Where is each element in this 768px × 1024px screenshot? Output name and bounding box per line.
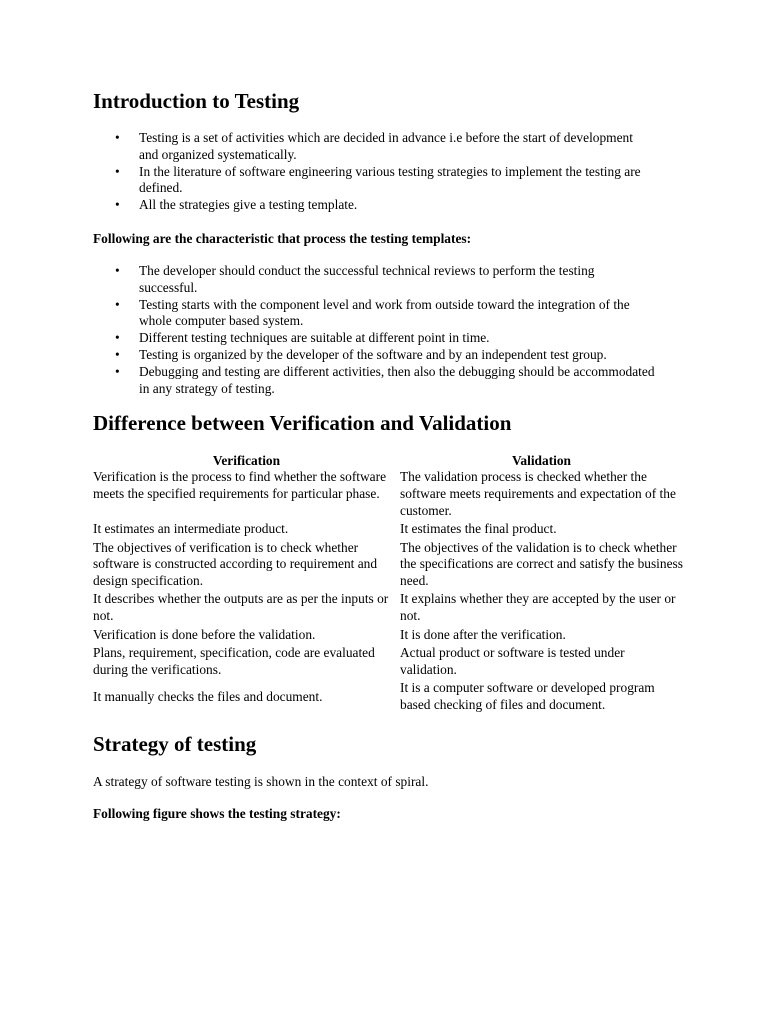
document-page <box>93 84 683 822</box>
table-row <box>93 627 683 645</box>
strategy-text: A strategy of software testing is shown in the context of spiral. <box>93 774 429 790</box>
list-item: • Testing starts with the component level and work from outside toward the integration of the whole computer based system. <box>93 297 655 331</box>
intro-bullet-list <box>93 130 683 214</box>
list-item: • All the strategies give a testing template. <box>93 197 655 214</box>
list-item: • Different testing techniques are suitable at different point in time. <box>93 330 655 347</box>
verification-cell: Plans, requirement, specification, code are evaluated during the verifications. <box>93 644 375 677</box>
list-item: • Debugging and testing are different activities, then also the debugging should be accommodated in any strategy of testing. <box>93 364 655 398</box>
verification-cell: The objectives of verification is to check whether software is constructed according to requirement and design specification. <box>93 539 378 589</box>
characteristics-lead: Following are the characteristic that process the testing templates: <box>93 230 472 246</box>
comparison-table <box>93 452 683 715</box>
table-row <box>93 540 683 592</box>
validation-cell: It explains whether they are accepted by the user or not. <box>400 591 676 624</box>
characteristics-bullet-list <box>93 263 683 397</box>
intro-heading: Introduction to Testing <box>93 89 300 113</box>
list-item: • In the literature of software engineering various testing strategies to implement the testing are defined. <box>93 164 655 198</box>
table-row <box>93 469 683 521</box>
validation-cell: The objectives of the validation is to check whether the specifications are correct and satisfy the business need. <box>400 539 683 589</box>
validation-cell: Actual product or software is tested under validation. <box>400 644 625 677</box>
verification-cell: Verification is the process to find whether the software meets the specified requirements for particular phase. <box>93 469 387 502</box>
verification-cell: It estimates an intermediate product. <box>93 521 289 537</box>
list-item: • Testing is a set of activities which are decided in advance i.e before the start of development and organized systematically. <box>93 130 655 164</box>
list-item: • The developer should conduct the successful technical reviews to perform the testing successful. <box>93 263 655 297</box>
verification-cell: It manually checks the files and document. <box>93 688 323 704</box>
validation-cell: The validation process is checked whether the software meets requirements and expectation of the customer. <box>400 469 676 518</box>
validation-cell: It is done after the verification. <box>400 626 566 642</box>
validation-cell: It is a computer software or developed program based checking of files and document. <box>400 679 655 712</box>
figure-lead: Following figure shows the testing strategy: <box>93 806 341 822</box>
table-row <box>93 521 683 539</box>
table-row <box>93 591 683 626</box>
column-header-verification: Verification <box>212 453 281 469</box>
validation-cell: It estimates the final product. <box>400 521 557 537</box>
list-item: • Testing is organized by the developer of the software and by an independent test group. <box>93 347 655 364</box>
column-header-validation: Validation <box>511 453 572 469</box>
difference-heading: Difference between Verification and Validation <box>93 411 512 436</box>
strategy-heading: Strategy of testing <box>93 732 257 757</box>
verification-cell: It describes whether the outputs are as per the inputs or not. <box>93 591 389 624</box>
table-row <box>93 645 683 680</box>
table-header-row <box>93 452 683 469</box>
table-row <box>93 680 683 715</box>
verification-cell: Verification is done before the validation. <box>93 626 316 642</box>
